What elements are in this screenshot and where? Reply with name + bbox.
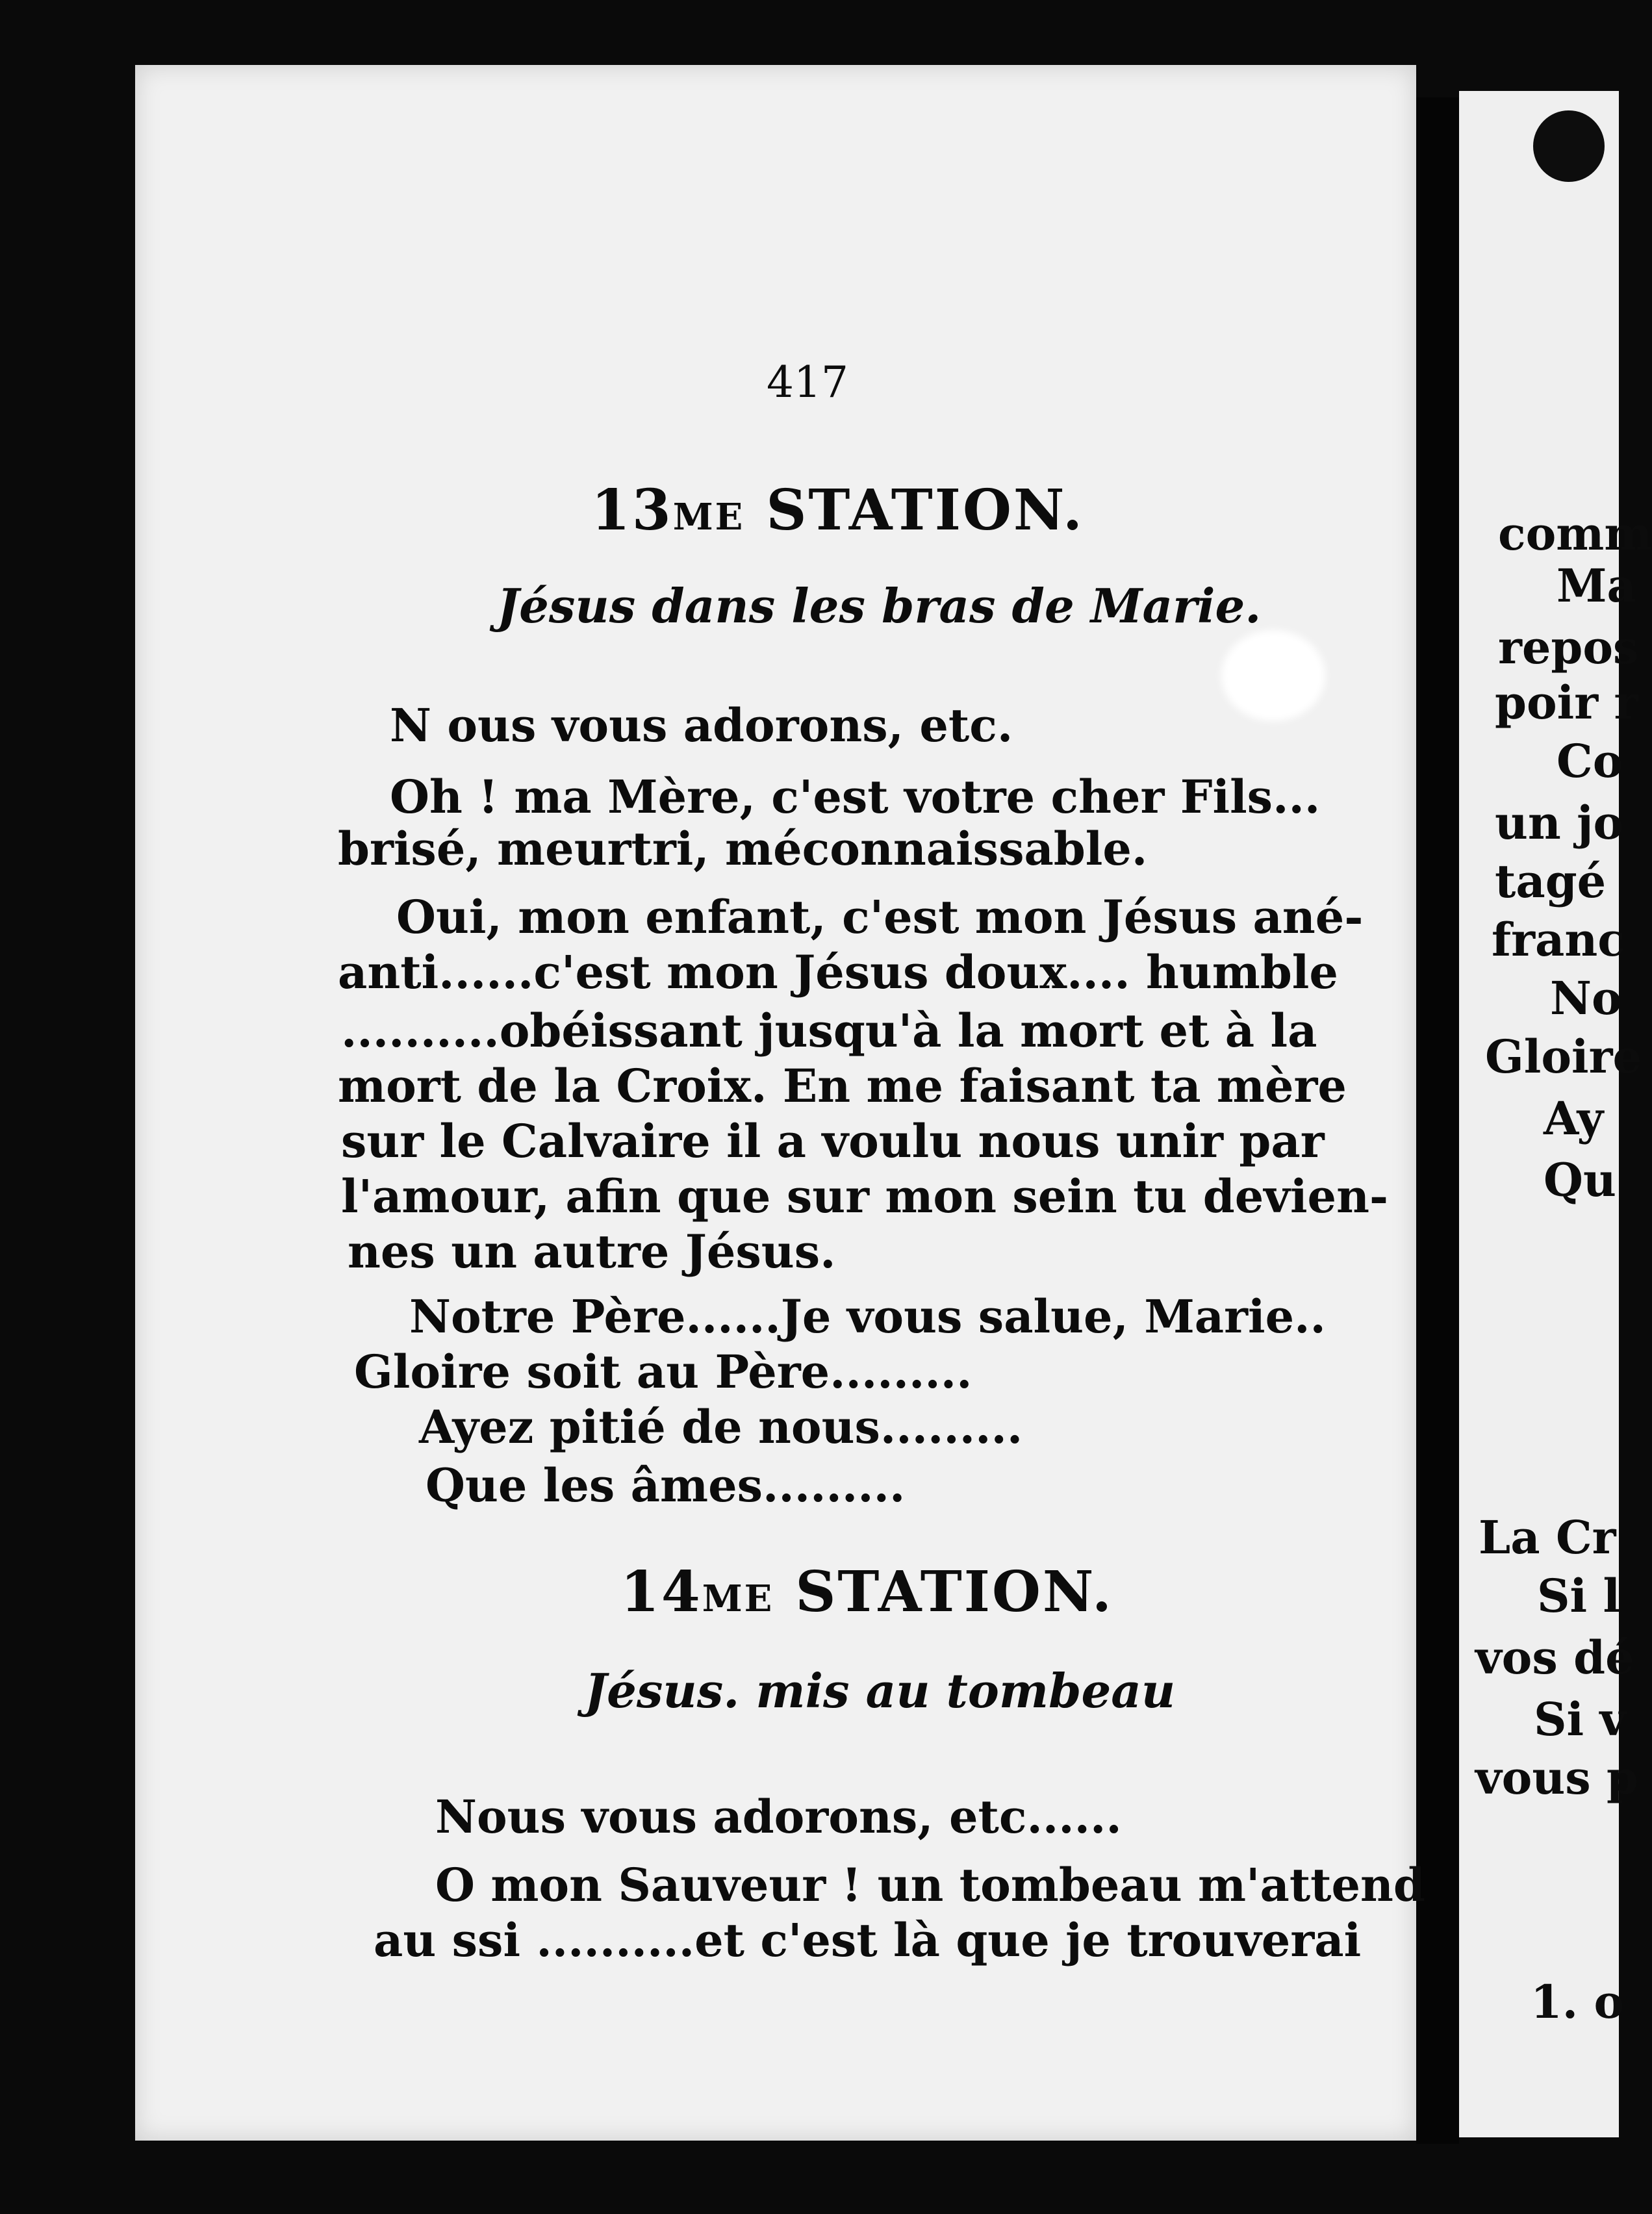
heading-suffix: ME (672, 496, 745, 539)
right-fragment: 1. o (1531, 1975, 1625, 2029)
station-14-heading (620, 1559, 1113, 1625)
text-line: sur le Calvaire il a voulu nous unir par (341, 1114, 1325, 1168)
right-fragment: Si v (1534, 1692, 1627, 1746)
book-spine (1416, 97, 1459, 2144)
heading-suffix: ME (702, 1577, 774, 1620)
right-fragment: vous p (1475, 1751, 1638, 1805)
heading-word: STATION. (795, 1559, 1113, 1625)
right-fragment: poir r (1495, 676, 1638, 730)
station-13-subtitle: Jésus dans les bras de Marie. (497, 578, 1262, 633)
right-fragment: La Cr (1479, 1510, 1616, 1564)
text-line: au ssi ..........et c'est là que je trouverai (374, 1913, 1362, 1967)
text-line: N ous vous adorons, etc. (390, 698, 1013, 752)
right-fragment: No (1550, 971, 1622, 1025)
right-fragment: Ay (1544, 1091, 1604, 1145)
text-line: mort de la Croix. En me faisant ta mère (338, 1059, 1347, 1113)
right-fragment: Qu (1544, 1153, 1616, 1207)
right-fragment: Co (1557, 734, 1623, 788)
text-line: Oui, mon enfant, c'est mon Jésus ané- (396, 890, 1364, 944)
right-fragment: Gloire (1485, 1030, 1642, 1084)
text-line: ..........obéissant jusqu'à la mort et à la (341, 1004, 1317, 1058)
right-fragment: vos dé (1475, 1631, 1634, 1685)
text-line: nes un autre Jésus. (348, 1225, 836, 1279)
right-fragment: un jo (1495, 796, 1624, 850)
heading-number: 13 (591, 477, 673, 543)
text-line: Notre Père......Je vous salue, Marie.. (409, 1290, 1326, 1343)
text-line: Que les âmes......... (426, 1458, 906, 1512)
right-fragment: Ma (1557, 559, 1636, 613)
right-fragment: comm (1498, 507, 1652, 561)
paper-hole (1533, 110, 1605, 182)
right-page (1459, 91, 1652, 2137)
station-14-subtitle: Jésus. mis au tombeau (585, 1663, 1176, 1718)
text-line: Ayez pitié de nous......... (419, 1400, 1023, 1454)
right-fragment: Si l (1537, 1569, 1621, 1623)
right-fragment: repos (1498, 620, 1639, 674)
text-line: Gloire soit au Père......... (354, 1345, 972, 1399)
station-13-heading (591, 477, 1084, 543)
text-line: Oh ! ma Mère, c'est votre cher Fils... (390, 770, 1321, 824)
heading-number: 14 (620, 1559, 702, 1625)
text-line: brisé, meurtri, méconnaissable. (338, 822, 1148, 876)
right-fragment: tagé (1495, 854, 1607, 908)
text-line: l'amour, afin que sur mon sein tu devien- (341, 1169, 1389, 1223)
text-line: O mon Sauveur ! un tombeau m'attend (435, 1858, 1425, 1912)
heading-word: STATION. (766, 477, 1084, 543)
paper-stain (1221, 630, 1325, 721)
text-line: Nous vous adorons, etc...... (435, 1790, 1122, 1844)
page-number: 417 (767, 357, 848, 407)
text-line: anti......c'est mon Jésus doux.... humble (338, 945, 1338, 999)
right-fragment: franc (1492, 913, 1625, 967)
